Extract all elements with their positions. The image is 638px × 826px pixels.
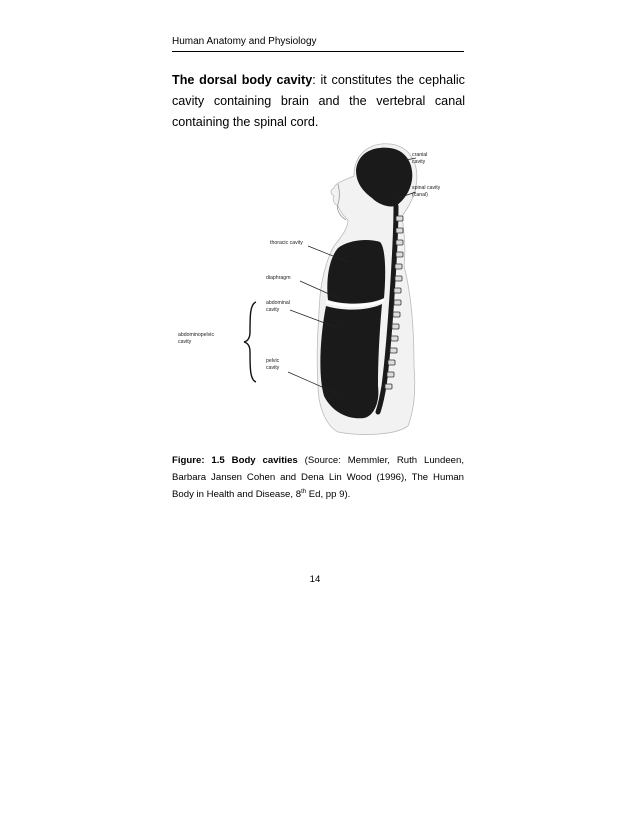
label-diaphragm: diaphragm [266,275,291,281]
caption-text: (Source: Memmler, Ruth Lundeen, Barbara Jansen Cohen and Dena Lin Wood (1996), The Human Body in Health and Disease, 8 [172,455,465,500]
caption-superscript: th [301,488,307,495]
label-abdominopelvic-1: abdominopelvic [178,332,215,338]
label-thoracic: thoracic cavity [270,240,303,246]
body-cavities-figure [168,136,468,446]
page-header-title: Human Anatomy and Physiology [172,36,317,47]
body-cavities-illustration [168,136,468,446]
abdominopelvic-bracket [244,302,256,382]
label-spinal-1: spinal cavity [412,185,441,191]
label-abdominopelvic-2: cavity [178,339,192,345]
abdominopelvic-cavity-shape [320,304,382,418]
body-paragraph [172,70,465,133]
paragraph-term: The dorsal body cavity [172,73,313,87]
figure-caption [172,452,464,503]
label-abdominal-2: cavity [266,307,280,313]
label-spinal-2: (canal) [412,192,428,198]
paragraph-text: : it constitutes the cephalic cavity containing brain and the vertebral canal containing the spinal cord. [172,73,465,129]
label-abdominal-1: abdominal [266,300,290,306]
label-cranial-1: cranial [412,152,428,158]
caption-text-end: Ed, pp 9). [306,489,351,500]
caption-label: Figure: 1.5 Body cavities [172,455,298,466]
label-cranial-2: cavity [412,159,426,165]
page-header [172,36,464,52]
label-pelvic-2: cavity [266,365,280,371]
page-number: 14 [309,574,321,585]
label-pelvic-1: pelvic [266,358,280,364]
